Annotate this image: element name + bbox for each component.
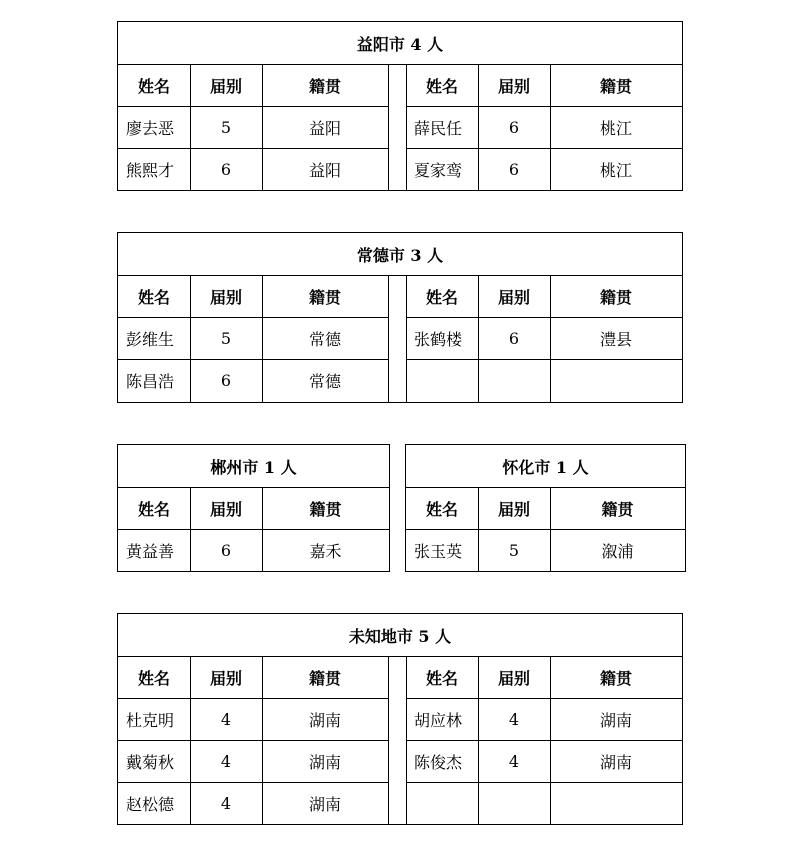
header-origin: 籍贯 [599,287,632,307]
table-cell-origin: 常德 [308,329,341,349]
header-name: 姓名 [137,499,170,519]
changde-table [117,232,683,403]
header-name: 姓名 [425,287,458,307]
huaihua-table [405,444,686,572]
header-term: 届别 [497,76,530,96]
header-term: 届别 [209,499,242,519]
table-cell-origin [550,782,682,824]
table-cell-origin: 湖南 [308,752,341,772]
header-origin: 籍贯 [308,287,341,307]
table-cell-name: 戴菊秋 [126,752,175,772]
header-origin: 籍贯 [599,76,632,96]
table-cell-term: 6 [508,328,520,348]
header-term: 届别 [497,287,530,307]
changde-title: 常德市 3 人 [356,245,444,265]
header-name: 姓名 [137,287,170,307]
table-cell-term: 6 [508,159,520,179]
table-cell-term: 5 [220,328,232,348]
table-cell-origin: 湖南 [308,794,341,814]
table-cell-name: 夏家鸾 [414,160,463,180]
header-name: 姓名 [425,499,458,519]
header-origin: 籍贯 [308,668,341,688]
table-cell-term: 5 [220,117,232,137]
chenzhou-table [117,444,390,572]
table-cell-term: 4 [220,793,232,813]
table-cell-origin: 湖南 [599,752,632,772]
header-origin: 籍贯 [599,668,632,688]
table-cell-term: 6 [508,117,520,137]
header-term: 届别 [497,499,530,519]
table-cell-name: 薛民任 [414,118,463,138]
header-name: 姓名 [425,76,458,96]
unknown-table [117,613,683,825]
table-cell-term: 6 [220,159,232,179]
table-cell-name: 张玉英 [414,541,463,561]
table-cell-name: 张鹤楼 [414,329,463,349]
header-term: 届别 [209,668,242,688]
header-name: 姓名 [425,668,458,688]
unknown-title: 未知地市 5 人 [348,626,452,646]
table-cell-name: 彭维生 [126,329,175,349]
table-cell-name: 陈俊杰 [414,752,463,772]
table-cell-term: 4 [220,709,232,729]
header-name: 姓名 [137,668,170,688]
header-origin: 籍贯 [308,76,341,96]
table-cell-origin: 桃江 [599,118,632,138]
table-cell-origin [550,359,682,402]
header-term: 届别 [209,287,242,307]
table-cell-name: 黄益善 [126,541,175,561]
table-cell-term: 4 [508,751,520,771]
table-cell-origin: 嘉禾 [309,541,342,561]
table-cell-name: 熊熙才 [126,160,175,180]
table-cell-origin: 桃江 [599,160,632,180]
table-cell-origin: 溆浦 [601,541,634,561]
header-origin: 籍贯 [601,499,634,519]
huaihua-title: 怀化市 1 人 [502,457,589,477]
table-cell-origin: 常德 [308,372,341,391]
table-cell-term: 6 [220,371,232,390]
table-cell-origin: 益阳 [308,118,341,138]
table-cell-term [478,359,550,402]
table-cell-name: 廖去恶 [126,118,175,138]
table-cell-term: 5 [508,540,520,560]
header-term: 届别 [497,668,530,688]
table-cell-name: 陈昌浩 [126,372,175,391]
table-cell-name: 胡应林 [414,710,463,730]
table-cell-origin: 湖南 [599,710,632,730]
table-cell-name: 赵松德 [126,794,175,814]
header-term: 届别 [209,76,242,96]
table-cell-origin: 澧县 [599,329,632,349]
chenzhou-title: 郴州市 1 人 [210,457,297,477]
table-cell-name: 杜克明 [126,710,175,730]
yiyang-table [117,21,683,191]
header-name: 姓名 [137,76,170,96]
table-cell-origin: 益阳 [308,160,341,180]
table-cell-term: 6 [220,540,232,560]
table-cell-term: 4 [220,751,232,771]
table-cell-term: 4 [508,709,520,729]
table-cell-name [406,359,478,402]
table-cell-name [406,782,478,824]
header-origin: 籍贯 [309,499,342,519]
table-cell-term [478,782,550,824]
table-cell-origin: 湖南 [308,710,341,730]
yiyang-title: 益阳市 4 人 [356,34,444,54]
